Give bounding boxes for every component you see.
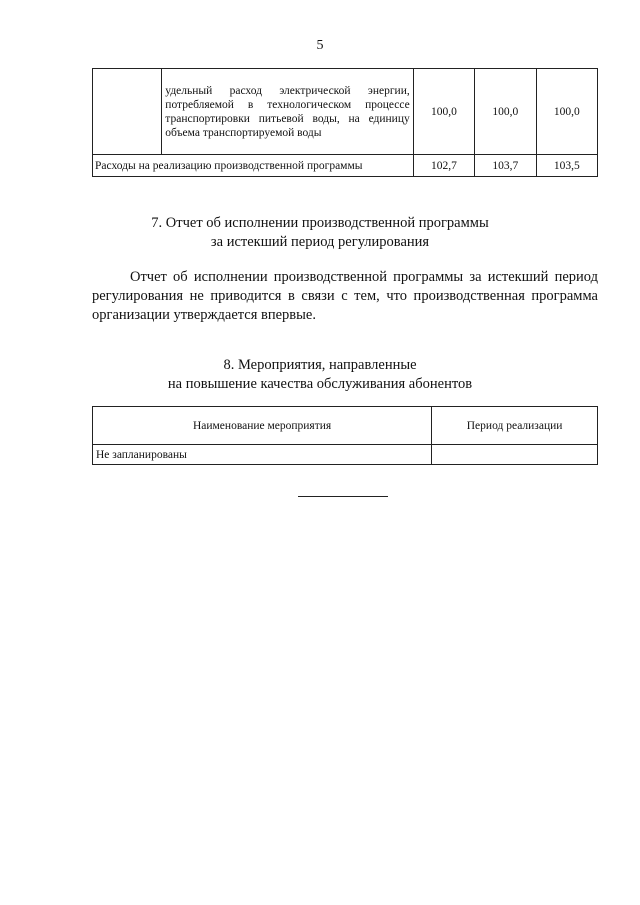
section-7-title-line2: за истекший период регулирования <box>210 234 430 250</box>
period-cell <box>432 445 598 465</box>
expenses-value: 103,5 <box>536 155 597 177</box>
indicator-value: 100,0 <box>475 69 536 155</box>
column-header-period: Период реализации <box>432 407 598 445</box>
indicator-label: удельный расход электрической энергии, потребляемой в технологическом процессе транспортировки питьевой воды, на единицу объема транспортируемой воды <box>162 69 413 155</box>
table-cell-empty <box>93 69 162 155</box>
page-number: 5 <box>316 38 324 53</box>
table-row <box>93 69 598 155</box>
column-header-measure-name: Наименование мероприятия <box>93 407 432 445</box>
expenses-label: Расходы на реализацию производственной программы <box>93 155 414 177</box>
indicator-value: 100,0 <box>413 69 474 155</box>
table-row <box>93 155 598 177</box>
expenses-value: 103,7 <box>475 155 536 177</box>
indicator-value: 100,0 <box>536 69 597 155</box>
expenses-value: 102,7 <box>413 155 474 177</box>
table-header-row <box>93 407 598 445</box>
measure-name-cell: Не запланированы <box>93 445 432 465</box>
section-7-paragraph: Отчет об исполнении производственной программы за истекший период регулирования не приводится в связи с тем, что производственная программа организации утверждается впервые. <box>92 269 598 323</box>
section-8-heading <box>0 356 640 394</box>
section-8-title-line1: 8. Мероприятия, направленные <box>223 357 417 373</box>
section-7-heading <box>0 214 640 252</box>
section-7-title-line1: 7. Отчет об исполнении производственной программы <box>151 215 489 231</box>
end-separator-line <box>298 496 388 497</box>
indicators-table <box>92 68 598 177</box>
section-8-title-line2: на повышение качества обслуживания абонентов <box>167 376 473 392</box>
table-row <box>93 445 598 465</box>
measures-table <box>92 406 598 465</box>
